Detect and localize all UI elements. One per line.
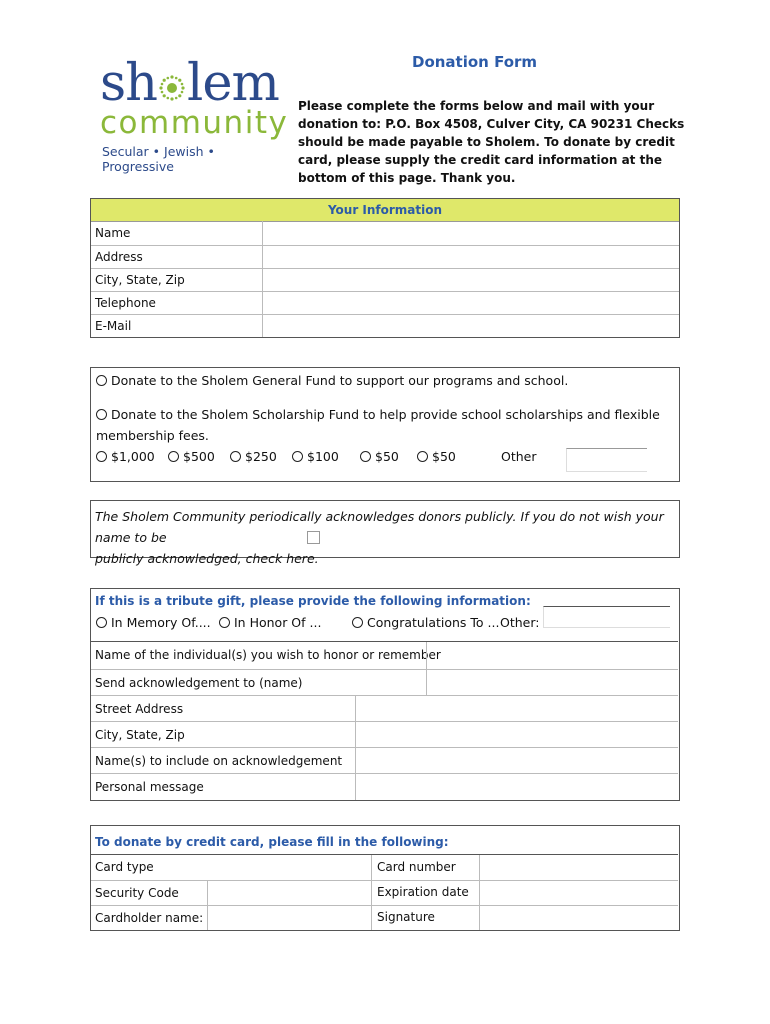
info-row-city[interactable] bbox=[91, 268, 679, 291]
info-column-divider bbox=[262, 221, 263, 337]
tribute-other-field[interactable] bbox=[543, 606, 670, 628]
info-row-email[interactable] bbox=[91, 314, 679, 337]
amount-100-radio[interactable] bbox=[292, 451, 303, 462]
acknowledgement-text bbox=[95, 506, 679, 569]
tribute-other-label: Other: bbox=[500, 615, 540, 630]
street-address-label: Street Address bbox=[95, 702, 184, 716]
expiration-date-label: Expiration date bbox=[377, 885, 469, 899]
signature-cell[interactable] bbox=[373, 905, 435, 930]
other-amount-label: Other bbox=[501, 449, 537, 464]
amount-100[interactable] bbox=[292, 449, 339, 464]
page-title: Donation Form bbox=[412, 53, 538, 71]
amount-50-a[interactable] bbox=[360, 449, 399, 464]
credit-card-header: To donate by credit card, please fill in the following: bbox=[95, 835, 449, 849]
credit-divider-2 bbox=[371, 855, 372, 930]
amount-250-radio[interactable] bbox=[230, 451, 241, 462]
amount-1000-label: $1,000 bbox=[111, 449, 155, 464]
acknowledgement-line2: publicly acknowledged, check here. bbox=[95, 551, 319, 566]
telephone-label: Telephone bbox=[95, 296, 156, 310]
logo-sholem-part1: sh bbox=[100, 54, 158, 113]
tribute-memory-label: In Memory Of.... bbox=[111, 615, 211, 630]
scholarship-fund-label-line1: Donate to the Sholem Scholarship Fund to help provide school scholarships and flexible bbox=[111, 407, 660, 422]
tribute-congrats-label: Congratulations To ... bbox=[367, 615, 500, 630]
honoree-label: Name of the individual(s) you wish to honor or remember bbox=[95, 648, 441, 662]
amount-500-label: $500 bbox=[183, 449, 215, 464]
credit-divider-1 bbox=[207, 880, 208, 930]
card-number-label: Card number bbox=[377, 860, 456, 874]
logo-tagline: Secular • Jewish • Progressive bbox=[102, 144, 215, 174]
tribute-honor-option[interactable] bbox=[219, 615, 321, 630]
amount-50-b-label: $50 bbox=[432, 449, 456, 464]
amount-50-b[interactable] bbox=[417, 449, 456, 464]
expiration-cell[interactable] bbox=[373, 880, 469, 905]
general-fund-option[interactable] bbox=[96, 373, 568, 388]
tribute-row-city[interactable] bbox=[91, 721, 678, 747]
email-label: E-Mail bbox=[95, 319, 132, 333]
tribute-memory-radio[interactable] bbox=[96, 617, 107, 628]
credit-card-table bbox=[91, 854, 678, 931]
your-information-header bbox=[91, 199, 679, 222]
tribute-honor-radio[interactable] bbox=[219, 617, 230, 628]
tribute-congrats-radio[interactable] bbox=[352, 617, 363, 628]
acknowledgement-line1: The Sholem Community periodically acknowledges donors publicly. If you do not wish your name to be bbox=[95, 509, 664, 545]
tribute-memory-option[interactable] bbox=[96, 615, 211, 630]
tribute-honor-label: In Honor Of ... bbox=[234, 615, 322, 630]
card-number-cell[interactable] bbox=[373, 855, 456, 880]
amount-100-label: $100 bbox=[307, 449, 339, 464]
amount-250-label: $250 bbox=[245, 449, 277, 464]
credit-divider-3 bbox=[479, 855, 480, 930]
scholarship-fund-radio[interactable] bbox=[96, 409, 107, 420]
tribute-row-street[interactable] bbox=[91, 695, 678, 721]
amount-250[interactable] bbox=[230, 449, 277, 464]
address-label: Address bbox=[95, 250, 143, 264]
info-row-name[interactable] bbox=[91, 222, 679, 245]
opt-out-checkbox[interactable] bbox=[307, 531, 320, 544]
personal-message-label: Personal message bbox=[95, 780, 204, 794]
credit-card-section bbox=[90, 825, 680, 931]
tribute-divider-narrow bbox=[355, 695, 356, 800]
security-code-label: Security Code bbox=[95, 886, 179, 900]
logo-word-sholem bbox=[100, 54, 279, 113]
other-amount-field[interactable] bbox=[566, 448, 647, 472]
name-label: Name bbox=[95, 226, 131, 240]
info-row-address[interactable] bbox=[91, 245, 679, 268]
donation-options-section bbox=[90, 367, 680, 482]
tribute-row-ack-to[interactable] bbox=[91, 669, 678, 695]
card-type-label: Card type bbox=[95, 860, 154, 874]
amount-500[interactable] bbox=[168, 449, 215, 464]
cardholder-name-label: Cardholder name: bbox=[95, 911, 204, 925]
tribute-row-names[interactable] bbox=[91, 747, 678, 773]
your-information-title: Your Information bbox=[327, 203, 443, 217]
tribute-row-message[interactable] bbox=[91, 773, 678, 800]
tribute-city-label: City, State, Zip bbox=[95, 728, 185, 742]
tribute-row-honoree[interactable] bbox=[91, 642, 678, 669]
sunburst-icon bbox=[157, 61, 187, 95]
general-fund-label: Donate to the Sholem General Fund to support our programs and school. bbox=[111, 373, 569, 388]
ack-to-label: Send acknowledgement to (name) bbox=[95, 676, 303, 690]
logo-word-community: community bbox=[100, 105, 289, 141]
amount-1000[interactable] bbox=[96, 449, 155, 464]
amount-500-radio[interactable] bbox=[168, 451, 179, 462]
tribute-congrats-option[interactable] bbox=[352, 615, 499, 630]
logo-sholem-part2: lem bbox=[187, 54, 279, 113]
info-row-telephone[interactable] bbox=[91, 291, 679, 314]
acknowledgement-section bbox=[90, 500, 680, 566]
intro-text: Please complete the forms below and mail with your donation to: P.O. Box 4508, Culver City, CA 90231 Checks should be made payable to Sholem. To donate by credit card, please supply the credit card information at the bottom of this page. Thank you. bbox=[298, 99, 685, 185]
tribute-divider-wide bbox=[426, 642, 427, 695]
tribute-section bbox=[90, 588, 680, 801]
logo bbox=[100, 54, 289, 174]
tribute-table bbox=[91, 641, 678, 801]
amount-50-b-radio[interactable] bbox=[417, 451, 428, 462]
city-state-zip-label: City, State, Zip bbox=[95, 273, 185, 287]
names-on-ack-label: Name(s) to include on acknowledgement bbox=[95, 754, 343, 768]
amount-50-a-label: $50 bbox=[375, 449, 399, 464]
signature-label: Signature bbox=[377, 910, 435, 924]
tribute-header: If this is a tribute gift, please provide the following information: bbox=[95, 594, 531, 608]
general-fund-radio[interactable] bbox=[96, 375, 107, 386]
amount-1000-radio[interactable] bbox=[96, 451, 107, 462]
scholarship-fund-option[interactable] bbox=[96, 404, 660, 446]
your-information-section bbox=[90, 198, 680, 338]
scholarship-fund-label-line2: membership fees. bbox=[96, 428, 209, 443]
amount-50-a-radio[interactable] bbox=[360, 451, 371, 462]
